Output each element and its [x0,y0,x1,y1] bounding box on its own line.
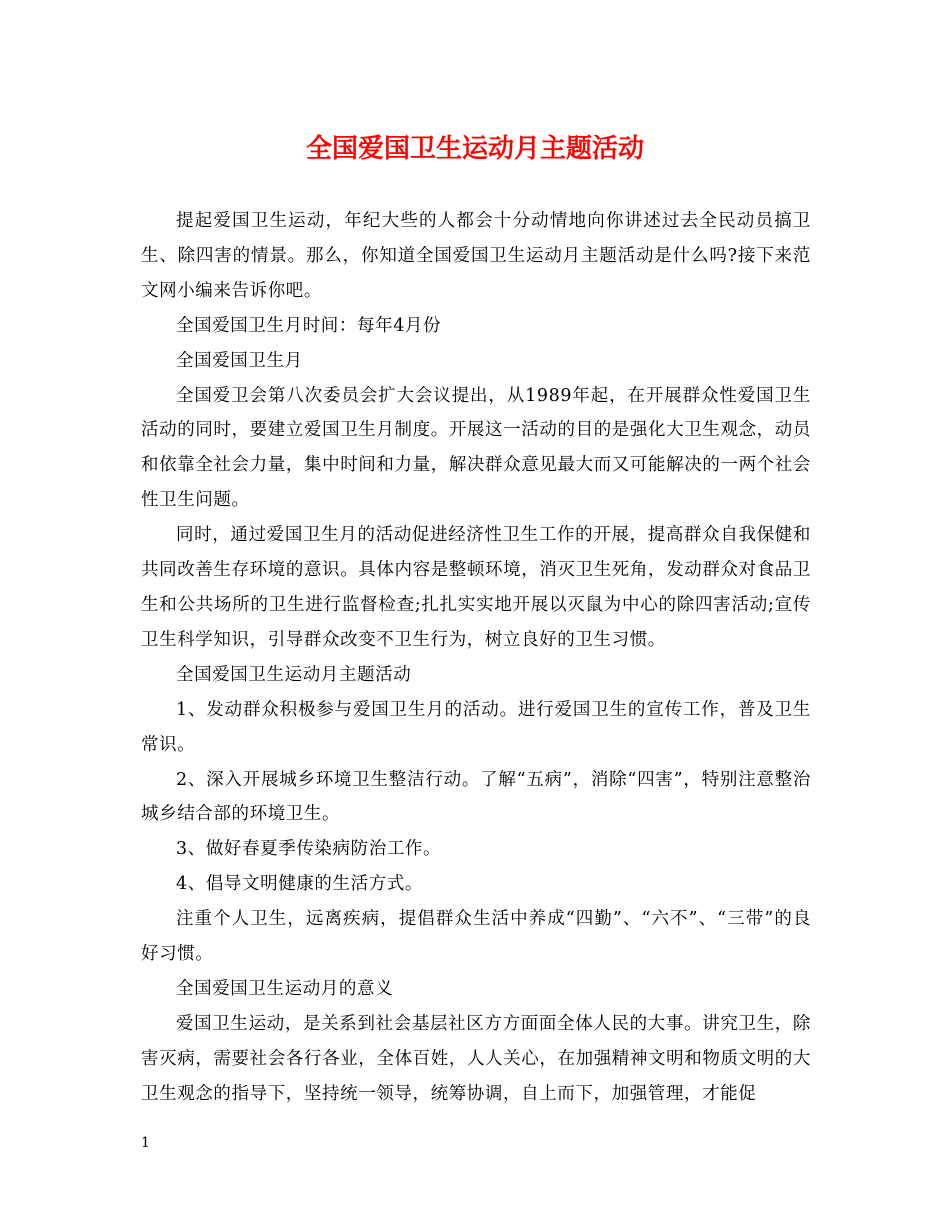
paragraph-item-2: 2、深入开展城乡环境卫生整洁行动。了解“五病”，消除“四害”，特别注意整治城乡结合部的环境卫生。 [141,769,811,825]
paragraph-heading-activities: 全国爱国卫生运动月主题活动 [176,664,412,685]
paragraph-intro: 提起爱国卫生运动，年纪大些的人都会十分动情地向你讲述过去全民动员搞卫生、除四害的情景。那么，你知道全国爱国卫生运动月主题活动是什么吗?接下来范文网小编来告诉你吧。 [141,211,811,301]
paragraph-significance: 爱国卫生运动，是关系到社会基层社区方方面面全体人民的大事。讲究卫生，除害灭病，需要社会各行各业，全体百姓，人人关心，在加强精神文明和物质文明的大卫生观念的指导下，坚持统一领导，统筹协调，自上而下，加强管理，才能促 [141,1013,811,1104]
paragraph-item-3: 3、做好春夏季传染病防治工作。 [176,839,442,860]
document-title: 全国爱国卫生运动月主题活动 [305,134,644,164]
paragraph-item-4: 4、倡导文明健康的生活方式。 [176,874,424,895]
paragraph-heading-significance: 全国爱国卫生运动月的意义 [176,978,394,999]
paragraph-heading-month: 全国爱国卫生月 [176,350,303,371]
document-body [141,204,811,1112]
paragraph-hygiene-habits: 注重个人卫生，远离疾病，提倡群众生活中养成“四勤”、“六不”、“三带”的良好习惯。 [141,909,811,965]
paragraph-history: 全国爱卫会第八次委员会扩大会议提出，从1989年起，在开展群众性爱国卫生活动的同时，要建立爱国卫生月制度。开展这一活动的目的是强化大卫生观念，动员和依靠全社会力量，集中时间和力量，解决群众意见最大而又可能解决的一两个社会性卫生问题。 [141,385,811,511]
paragraph-content: 同时，通过爱国卫生月的活动促进经济性卫生工作的开展，提高群众自我保健和共同改善生存环境的意识。具体内容是整顿环境，消灭卫生死角，发动群众对食品卫生和公共场所的卫生进行监督检查;扎扎实实地开展以灭鼠为中心的除四害活动;宣传卫生科学知识，引导群众改变不卫生行为，树立良好的卫生习惯。 [141,525,811,650]
page-number: 1 [141,1135,150,1151]
paragraph-item-1: 1、发动群众积极参与爱国卫生月的活动。进行爱国卫生的宣传工作，普及卫生常识。 [141,699,811,755]
paragraph-month-time: 全国爱国卫生月时间：每年4月份 [176,315,442,336]
